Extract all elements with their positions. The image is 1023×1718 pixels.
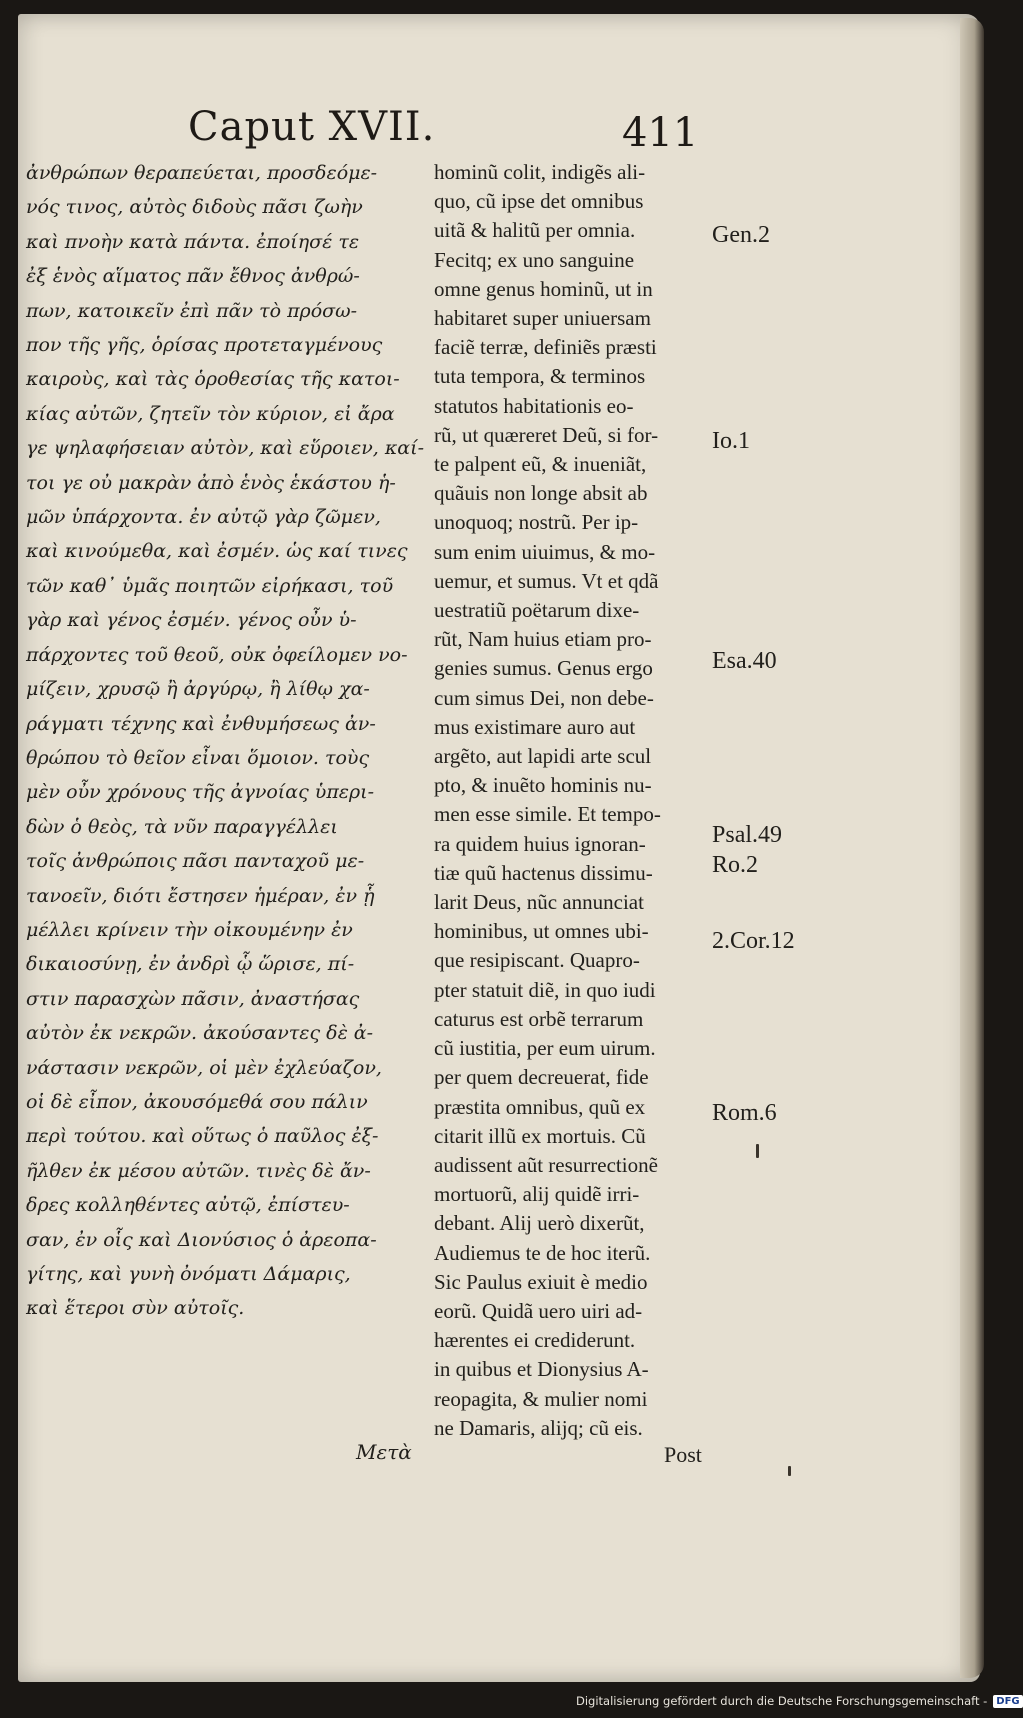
latin-text-line: quãuis non longe absit ab bbox=[434, 481, 648, 506]
latin-text-line: cum simus Dei, non debe- bbox=[434, 685, 654, 710]
latin-text-line: præstita omnibus, quũ ex bbox=[434, 1094, 646, 1119]
greek-text-line: καὶ πνοὴν κατὰ πάντα. ἐποίησέ τε bbox=[26, 230, 360, 253]
margin-note: Esa.40 bbox=[712, 648, 777, 674]
latin-text-line: Fecitq; ex uno sanguine bbox=[434, 247, 635, 272]
greek-text-line: δὼν ὁ θεὸς, τὰ νῦν παραγγέλλει bbox=[26, 815, 338, 838]
greek-text-line: μέλλει κρίνειν τὴν οἰκουμένην ἐν bbox=[26, 918, 353, 941]
latin-catchword: Post bbox=[664, 1442, 702, 1467]
greek-text-line: πον τῆς γῆς, ὁρίσας προτεταγμένους bbox=[26, 334, 383, 357]
latin-text-line: Sic Paulus exiuit è medio bbox=[434, 1269, 648, 1294]
greek-text-line: οἱ δὲ εἶπον, ἀκουσόμεθά σου πάλιν bbox=[26, 1090, 368, 1113]
latin-text-line: per quem decreuerat, fide bbox=[434, 1065, 649, 1090]
latin-text-line: unoquoq; nostrũ. Per ip- bbox=[434, 510, 639, 535]
latin-text-line: uitã & halitũ per omnia. bbox=[434, 218, 636, 243]
ink-mark bbox=[756, 1144, 759, 1158]
greek-text-line: πάρχοντες τοῦ θεοῦ, οὐκ ὀφείλομεν νο- bbox=[26, 643, 408, 666]
greek-text-line: τῶν καθ᾽ ὑμᾶς ποιητῶν εἰρήκασι, τοῦ bbox=[26, 574, 394, 597]
margin-note: Io.1 bbox=[712, 428, 750, 454]
greek-text-line: ῆλθεν ἐκ μέσου αὐτῶν. τινὲς δὲ ἄν- bbox=[26, 1159, 371, 1182]
greek-text-line: ἀνθρώπων θεραπεύεται, προσδεόμε- bbox=[26, 162, 378, 184]
latin-text-line: mus existimare auro aut bbox=[434, 714, 636, 739]
latin-text-line: genies sumus. Genus ergo bbox=[434, 656, 653, 681]
greek-text-line: δικαιοσύνῃ, ἐν ἀνδρὶ ᾧ ὥρισε, πί- bbox=[26, 953, 355, 976]
latin-text-line: te palpent eũ, & inueniãt, bbox=[434, 452, 647, 477]
greek-catchword: Μετὰ bbox=[356, 1440, 412, 1464]
latin-text-line: pter statuit diẽ, in quo iudi bbox=[434, 977, 656, 1002]
latin-text-line: statutos habitationis eo- bbox=[434, 393, 634, 418]
greek-text-line: θρώπου τὸ θεῖον εἶναι ὅμοιον. τοὺς bbox=[26, 746, 370, 769]
latin-text-line: mortuorũ, alij quidẽ irri- bbox=[434, 1182, 640, 1207]
latin-text-line: in quibus et Dionysius A- bbox=[434, 1357, 649, 1382]
greek-text-line: μίζειν, χρυσῷ ἢ ἀργύρῳ, ἢ λίθῳ χα- bbox=[26, 678, 370, 701]
greek-text-line: δρες κολληθέντες αὐτῷ, ἐπίστευ- bbox=[26, 1194, 350, 1217]
greek-text-line: μὲν οὖν χρόνους τῆς ἀγνοίας ὑπερι- bbox=[26, 781, 375, 804]
latin-text-line: faciẽ terræ, definiẽs præsti bbox=[434, 335, 657, 360]
greek-text-line: μῶν ὑπάρχοντα. ἐν αὐτῷ γὰρ ζῶμεν, bbox=[26, 506, 381, 529]
latin-text-line: hærentes ei crediderunt. bbox=[434, 1328, 636, 1353]
greek-text-line: τοι γε οὐ μακρὰν ἀπὸ ἑνὸς ἑκάστου ἡ- bbox=[26, 471, 396, 494]
latin-text-line: citarit illũ ex mortuis. Cũ bbox=[434, 1123, 646, 1148]
greek-text-line: καὶ ἕτεροι σὺν αὐτοῖς. bbox=[26, 1297, 245, 1320]
greek-text-line: καιροὺς, καὶ τὰς ὁροθεσίας τῆς κατοι- bbox=[26, 368, 400, 391]
greek-text-line: καὶ κινούμεθα, καὶ ἐσμέν. ὡς καί τινες bbox=[26, 540, 408, 563]
page-edge bbox=[960, 18, 984, 1678]
latin-text-line: omne genus hominũ, ut in bbox=[434, 276, 653, 301]
greek-text-line: νάστασιν νεκρῶν, οἱ μὲν ἐχλεύαζον, bbox=[26, 1056, 382, 1079]
latin-text-line: cũ iustitia, per eum uirum. bbox=[434, 1036, 656, 1061]
latin-text-line: eorũ. Quidã uero uiri ad- bbox=[434, 1298, 643, 1323]
latin-text-line: argẽto, aut lapidi arte scul bbox=[434, 744, 652, 769]
latin-text-line: tiæ quũ hactenus dissimu- bbox=[434, 860, 653, 885]
latin-text-line: rũt, Nam huius etiam pro- bbox=[434, 627, 652, 652]
greek-text-line: τανοεῖν, διότι ἔστησεν ἡμέραν, ἐν ᾗ bbox=[26, 884, 375, 907]
latin-text-line: hominibus, ut omnes ubi- bbox=[434, 919, 649, 944]
latin-text-line: sum enim uiuimus, & mo- bbox=[434, 539, 656, 564]
latin-text-line: uemur, et sumus. Vt et qdã bbox=[434, 568, 659, 593]
latin-text-column bbox=[434, 158, 710, 1443]
dfg-logo-icon: DFG bbox=[993, 1695, 1022, 1708]
latin-text-line: quo, cũ ipse det omnibus bbox=[434, 189, 644, 214]
greek-text-line: γε ψηλαφήσειαν αὐτὸν, καὶ εὕροιεν, καί- bbox=[26, 437, 424, 460]
latin-text-line: que resipiscant. Quapro- bbox=[434, 948, 640, 973]
greek-text-line: νός τινος, αὐτὸς διδοὺς πᾶσι ζωὴν bbox=[26, 196, 363, 219]
latin-text-line: ne Damaris, alijq; cũ eis. bbox=[434, 1415, 643, 1440]
page-number: 411 bbox=[622, 110, 699, 156]
latin-text-line: men esse simile. Et tempo- bbox=[434, 802, 661, 827]
footer-text: Digitalisierung gefördert durch die Deutsche Forschungsgemeinschaft - bbox=[576, 1694, 988, 1708]
greek-text-line: ράγματι τέχνης καὶ ἐνθυμήσεως ἀν- bbox=[26, 712, 376, 735]
latin-text-line: reopagita, & mulier nomi bbox=[434, 1386, 648, 1411]
greek-text-line: κίας αὐτῶν, ζητεῖν τὸν κύριον, εἰ ἄρα bbox=[26, 402, 395, 425]
ink-mark bbox=[788, 1466, 791, 1476]
greek-text-line: τοῖς ἀνθρώποις πᾶσι πανταχοῦ με- bbox=[26, 850, 365, 873]
latin-text-line: habitaret super uniuersam bbox=[434, 306, 651, 331]
latin-text-line: uestratiũ poëtarum dixe- bbox=[434, 598, 640, 623]
latin-text-line: larit Deus, nũc annunciat bbox=[434, 890, 644, 915]
greek-text-line: γίτης, καὶ γυνὴ ὀνόματι Δάμαρις, bbox=[26, 1263, 351, 1285]
greek-text-line: αὐτὸν ἐκ νεκρῶν. ἀκούσαντες δὲ ἀ- bbox=[26, 1022, 374, 1045]
greek-text-line: σαν, ἐν οἷς καὶ Διονύσιος ὁ ἀρεοπα- bbox=[26, 1228, 377, 1251]
latin-text-line: hominũ colit, indigẽs ali- bbox=[434, 160, 646, 184]
latin-text-line: Audiemus te de hoc iterũ. bbox=[434, 1240, 651, 1265]
greek-text-line: ἐξ ἑνὸς αἵματος πᾶν ἔθνος ἀνθρώ- bbox=[26, 265, 360, 288]
greek-text-line: γὰρ καὶ γένος ἐσμέν. γένος οὖν ὑ- bbox=[26, 609, 357, 632]
latin-text-line: audissent aũt resurrectionẽ bbox=[434, 1152, 658, 1177]
latin-text-line: pto, & inuẽto hominis nu- bbox=[434, 773, 652, 798]
latin-text-line: ra quidem huius ignoran- bbox=[434, 831, 646, 856]
greek-text-line: περὶ τούτου. καὶ οὕτως ὁ παῦλος ἐξ- bbox=[26, 1125, 379, 1148]
latin-text-line: rũ, ut quæreret Deũ, si for- bbox=[434, 422, 659, 447]
greek-text-line: στιν παρασχὼν πᾶσιν, ἀναστήσας bbox=[26, 987, 360, 1010]
margin-note: 2.Cor.12 bbox=[712, 928, 795, 954]
margin-note: Gen.2 bbox=[712, 222, 770, 248]
latin-text-line: tuta tempora, & terminos bbox=[434, 364, 646, 389]
latin-text-line: debant. Alij uerò dixerũt, bbox=[434, 1211, 645, 1236]
chapter-heading: Caput XVII. bbox=[188, 104, 436, 150]
footer-credit bbox=[576, 1690, 1020, 1712]
latin-text-line: caturus est orbẽ terrarum bbox=[434, 1006, 644, 1031]
margin-note: Psal.49 bbox=[712, 822, 783, 848]
greek-text-line: πων, κατοικεῖν ἐπὶ πᾶν τὸ πρόσω- bbox=[26, 299, 358, 322]
greek-text-column bbox=[26, 156, 424, 1326]
margin-note: Rom.6 bbox=[712, 1100, 777, 1126]
margin-note: Ro.2 bbox=[712, 852, 759, 878]
